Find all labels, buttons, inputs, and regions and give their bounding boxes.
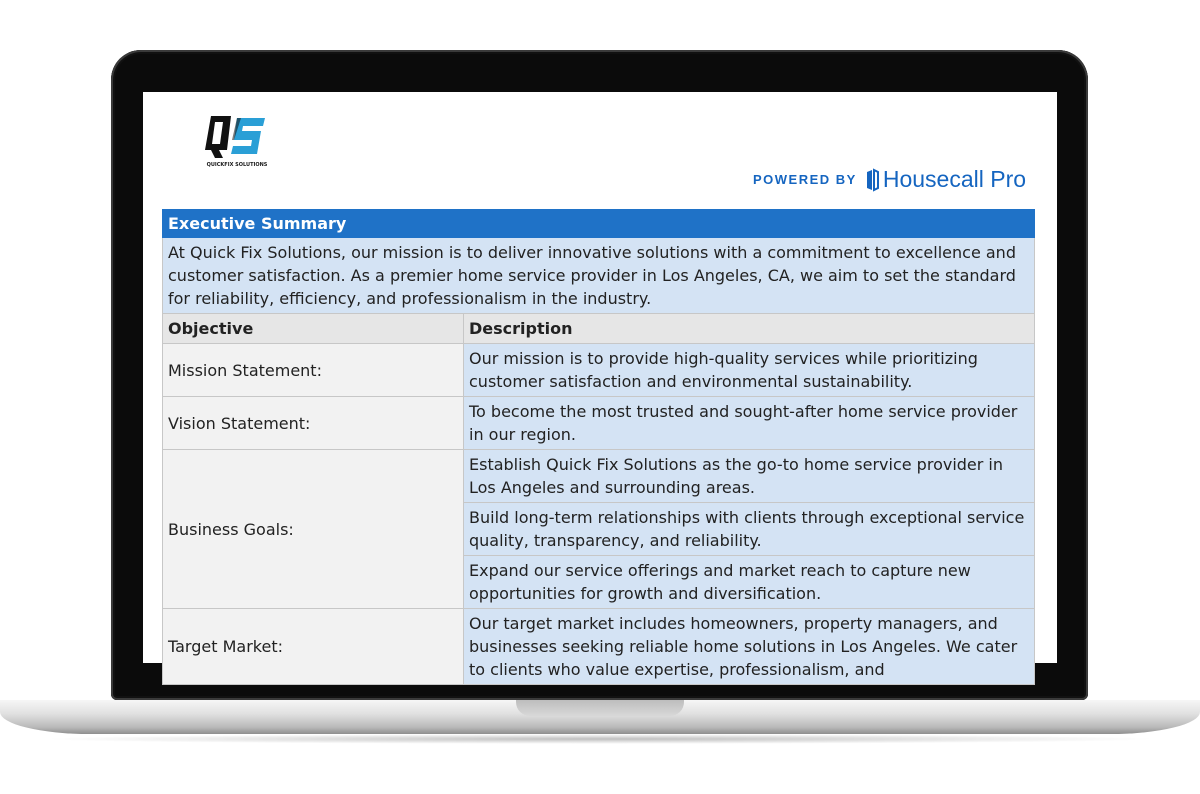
powered-by-label: POWERED BY — [753, 172, 857, 187]
objective-cell: Business Goals: — [163, 450, 464, 609]
description-cell: Expand our service offerings and market reach to capture new opportunities for growth and diversification. — [464, 556, 1035, 609]
document-screen — [143, 92, 1057, 679]
description-cell: Build long-term relationships with clients through exceptional service quality, transparency, and reliability. — [464, 503, 1035, 556]
qs-logo-icon — [201, 112, 273, 162]
description-cell: To become the most trusted and sought-after home service provider in our region. — [464, 397, 1035, 450]
executive-summary-section — [162, 209, 1034, 685]
table-row — [163, 397, 1035, 450]
objectives-table — [162, 209, 1035, 685]
table-row — [163, 344, 1035, 397]
quickfix-logo — [201, 112, 273, 172]
housecall-pro-brand: Housecall Pro — [882, 166, 1027, 192]
section-intro: At Quick Fix Solutions, our mission is to deliver innovative solutions with a commitment to excellence and customer satisfaction. As a premier home service provider in Los Angeles, CA, we aim to set the standard for reliability, efficiency, and professionalism in the industry. — [163, 238, 1035, 314]
objective-cell: Mission Statement: — [163, 344, 464, 397]
table-row — [163, 609, 1035, 685]
description-cell: Establish Quick Fix Solutions as the go-to home service provider in Los Angeles and surrounding areas. — [464, 450, 1035, 503]
section-title: Executive Summary — [163, 210, 1035, 238]
laptop-notch — [516, 700, 684, 716]
objective-cell: Vision Statement: — [163, 397, 464, 450]
housecall-pro-icon — [865, 169, 879, 191]
table-row — [163, 450, 1035, 503]
laptop-shadow — [40, 734, 1160, 744]
powered-by-badge — [753, 166, 1026, 193]
description-cell: Our mission is to provide high-quality services while prioritizing customer satisfaction and environmental sustainability. — [464, 344, 1035, 397]
objective-cell: Target Market: — [163, 609, 464, 685]
column-header-objective: Objective — [163, 314, 464, 344]
logo-tagline: QUICKFIX SOLUTIONS — [206, 162, 268, 168]
description-cell: Our target market includes homeowners, property managers, and businesses seeking reliable home solutions in Los Angeles. We cater to clients who value expertise, professionalism, and — [464, 609, 1035, 685]
column-header-description: Description — [464, 314, 1035, 344]
